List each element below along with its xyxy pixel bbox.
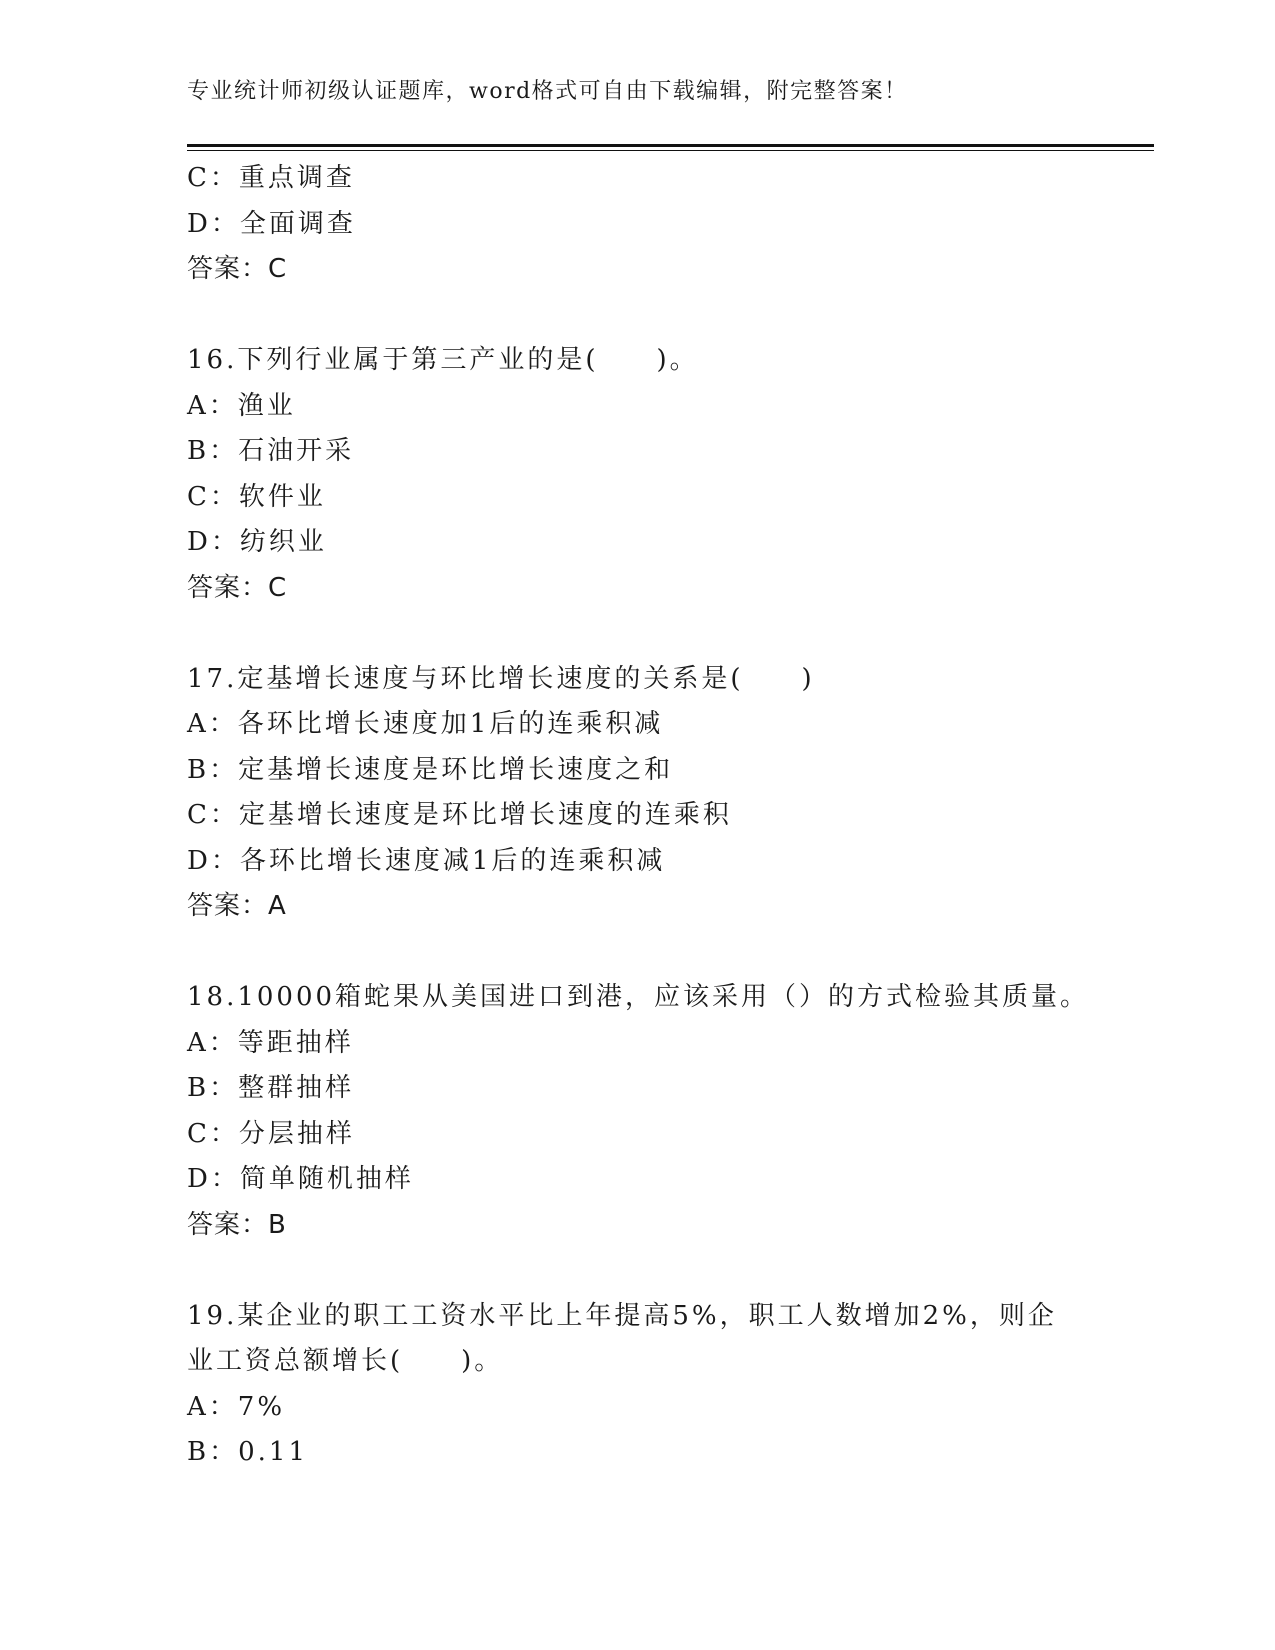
question-list [187,156,1090,1521]
question-text: 18.10000箱蛇果从美国进口到港，应该采用（）的方式检验其质量。 [187,982,1090,1012]
question-block-15 [187,156,1087,293]
option-b: B：定基增长速度是环比增长速度之和 [187,754,674,785]
question-text-continued: 业工资总额增长( )。 [187,1346,504,1376]
option-c: C：分层抽样 [187,1118,355,1149]
header-rule-thick [187,144,1154,147]
option-c: C：重点调查 [187,163,355,193]
option-d: D：各环比增长速度减1后的连乘积减 [187,845,666,876]
header-rule-thin [187,150,1154,151]
option-b: B：石油开采 [187,436,355,466]
option-a: A：渔业 [187,390,296,421]
question-block-17 [187,657,1087,930]
question-text: 16.下列行业属于第三产业的是( )。 [187,345,699,375]
option-d: D：简单随机抽样 [187,1164,414,1194]
option-c: C：软件业 [187,481,326,512]
answer: 答案：B [187,1209,287,1240]
question-block-18 [187,975,1090,1248]
question-text: 19.某企业的职工工资水平比上年提高5%，职工人数增加2%，则企 [187,1300,1057,1331]
option-a: A：7% [187,1391,286,1422]
answer: 答案：C [187,572,288,603]
option-d: D：纺织业 [187,527,327,557]
answer: 答案：C [187,254,288,284]
option-b: B：0.11 [187,1437,308,1467]
question-block-16 [187,338,1087,611]
option-a: A：各环比增长速度加1后的连乘积减 [187,709,664,739]
page-header: 专业统计师初级认证题库，word格式可自由下载编辑，附完整答案！ [187,79,908,104]
option-c: C：定基增长速度是环比增长速度的连乘积 [187,800,732,830]
question-block-19 [187,1294,1087,1476]
option-d: D：全面调查 [187,208,356,239]
option-a: A：等距抽样 [187,1027,354,1058]
answer: 答案：A [187,891,287,921]
option-b: B：整群抽样 [187,1073,355,1103]
question-text: 17.定基增长速度与环比增长速度的关系是( ) [187,663,815,694]
